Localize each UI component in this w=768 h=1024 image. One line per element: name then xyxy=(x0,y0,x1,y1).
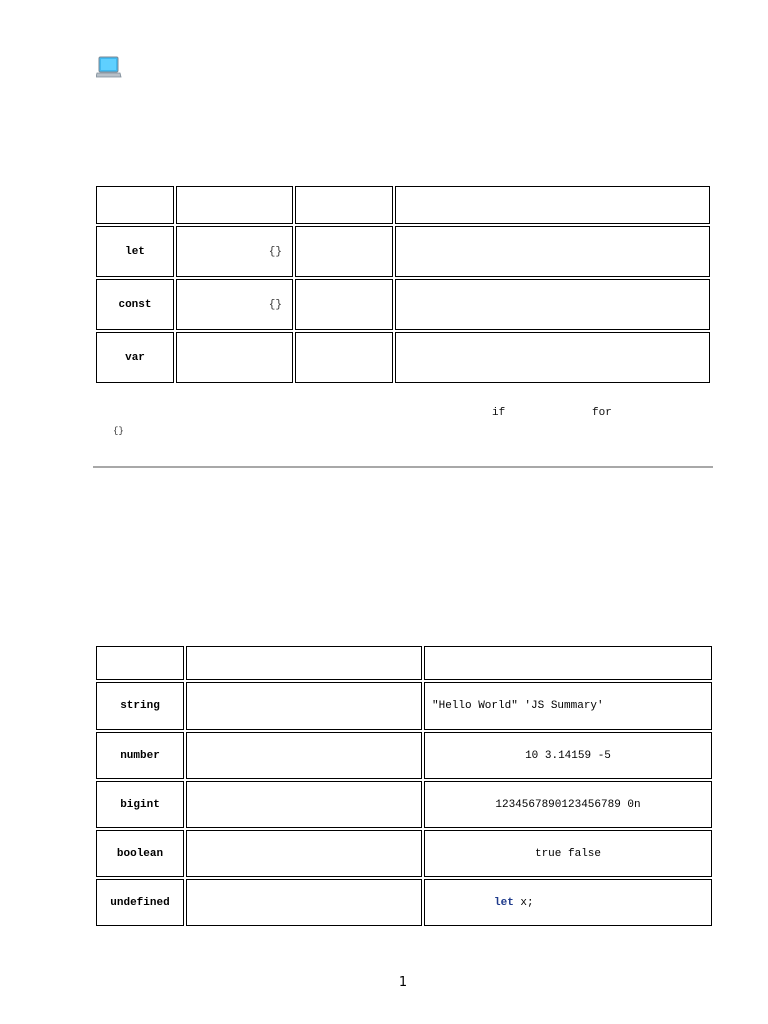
table-cell xyxy=(186,682,422,730)
table-header-row xyxy=(96,186,710,224)
data-types-table xyxy=(94,644,714,928)
table-cell xyxy=(395,332,710,383)
example-keyword: let xyxy=(494,896,514,909)
table-cell xyxy=(395,279,710,330)
table-cell xyxy=(186,732,422,779)
table-header-cell xyxy=(295,186,393,224)
table-header-cell xyxy=(395,186,710,224)
keyword-cell: var xyxy=(96,332,174,383)
table-header-cell xyxy=(176,186,293,224)
type-cell: string xyxy=(96,682,184,730)
type-cell: boolean xyxy=(96,830,184,877)
table-header-cell xyxy=(424,646,712,680)
scope-cell xyxy=(176,332,293,383)
example-cell xyxy=(424,879,712,926)
table-header-cell xyxy=(96,646,184,680)
table-header-cell xyxy=(186,646,422,680)
example-cell: true false xyxy=(424,830,712,877)
table-cell xyxy=(186,879,422,926)
table-cell xyxy=(186,830,422,877)
page-number: 1 xyxy=(398,975,408,990)
keyword-cell: let xyxy=(96,226,174,277)
example-code: x; xyxy=(513,896,534,909)
note-for-keyword: for xyxy=(592,407,612,419)
table-cell xyxy=(395,226,710,277)
table-row xyxy=(96,226,710,277)
table-row xyxy=(96,682,712,730)
type-cell: number xyxy=(96,732,184,779)
note-if-keyword: if xyxy=(492,407,506,419)
table-cell xyxy=(295,279,393,330)
table-row xyxy=(96,830,712,877)
scope-cell: {} xyxy=(176,226,293,277)
table-cell xyxy=(186,781,422,828)
keyword-cell: const xyxy=(96,279,174,330)
table-row xyxy=(96,732,712,779)
type-cell: undefined xyxy=(96,879,184,926)
example-cell: 1234567890123456789 0n xyxy=(424,781,712,828)
example-cell: "Hello World" 'JS Summary' xyxy=(424,682,712,730)
table-header-row xyxy=(96,646,712,680)
table-row xyxy=(96,279,710,330)
laptop-icon xyxy=(96,55,122,79)
type-cell: bigint xyxy=(96,781,184,828)
table-header-cell xyxy=(96,186,174,224)
table-row xyxy=(96,879,712,926)
table-cell xyxy=(295,332,393,383)
table-row xyxy=(96,332,710,383)
table-row xyxy=(96,781,712,828)
scope-table xyxy=(94,184,712,385)
note-braces: {} xyxy=(113,426,124,436)
section-divider xyxy=(93,466,713,468)
example-cell: 10 3.14159 -5 xyxy=(424,732,712,779)
table-cell xyxy=(295,226,393,277)
scope-cell: {} xyxy=(176,279,293,330)
